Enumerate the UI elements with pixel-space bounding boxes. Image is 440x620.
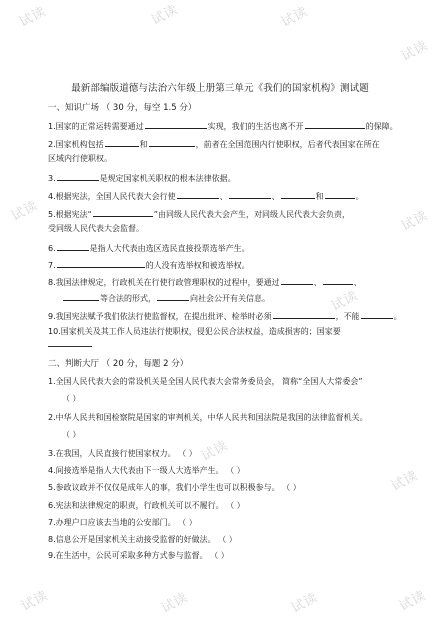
judgement-1: 1.全国人民代表大会的常设机关是全国人民代表大会常务委员会， 简称“全国人大常委会” (48, 377, 363, 386)
judgement-2-parens[interactable]: （ ） (62, 430, 81, 439)
question-7: 7. 的人没有选举权和被选举权。 (48, 258, 250, 271)
watermark: 试读 (399, 38, 431, 65)
document-title: 最新部编版道德与法治六年级上册第三单元《我们的国家机构》测试题 (71, 83, 369, 94)
watermark: 试读 (389, 468, 421, 495)
question-8-continued: 等合法的形式， 向社会公开有关信息。 (62, 291, 270, 304)
question-3: 3. 是规定国家机关职权的根本法律依据。 (48, 171, 236, 184)
question-4: 4.根据宪法，全国人民代表大会行使 、 、 和 。 (48, 189, 364, 202)
answer-blank[interactable] (281, 275, 313, 285)
judgement-3: 3.在我国，人民直接行使国家权力。 （ ） (48, 449, 197, 458)
watermark: 试读 (149, 2, 181, 29)
question-9: 9.我国宪法赋予我们依法行使监督权，在提出批评、检举时必须 ，不能 。 (48, 309, 402, 322)
watermark: 试读 (397, 588, 429, 615)
judgement-9: 9.在生活中，公民可采取多种方式参与监督。 （ ） (48, 551, 229, 560)
answer-blank[interactable] (145, 119, 207, 129)
judgement-8: 8.信息公开是国家机关主动接受监督的好做法。 （ ） (48, 535, 237, 544)
watermark: 试读 (289, 590, 321, 617)
judgement-2: 2.中华人民共和国检察院是国家的审判机关，中华人民共和国法院是我国的法律监督机关。 (48, 413, 368, 422)
section-judgement-heading: 二、判断大厅 （ 20 分，每题 2 分） (48, 359, 189, 369)
watermark: 试读 (19, 588, 51, 615)
question-8: 8.我国法律规定，行政机关在行使行政管理职权的过程中，要通过 、 、 (48, 275, 362, 288)
watermark: 试读 (199, 438, 231, 465)
question-2: 2.国家机构包括 和 ，前者在全国范围内行使职权，后者代表国家在所在 (48, 137, 380, 150)
answer-blank[interactable] (57, 241, 89, 251)
watermark: 试读 (279, 4, 311, 31)
answer-blank[interactable] (361, 309, 393, 319)
watermark: 试读 (329, 288, 361, 315)
question-6: 6. 是指人大代表由选区选民直接投票选举产生。 (48, 241, 250, 254)
answer-blank[interactable] (273, 309, 335, 319)
judgement-6: 6.宪法和法律规定的职责，行政机关可以不履行。 （ ） (48, 501, 245, 510)
question-1: 1.国家的正常运转需要通过 实现，我们的生活也离不开 的保障。 (48, 119, 398, 132)
judgement-5: 5.参政议政并不仅仅是成年人的事，我们小学生也可以积极参与。 （ ） (48, 483, 301, 492)
answer-blank[interactable] (93, 207, 153, 217)
watermark: 试读 (399, 208, 431, 235)
question-5: 5.根据宪法“ ”由同级人民代表大会产生，对同级人民代表大会负责， (48, 207, 350, 220)
answer-blank[interactable] (177, 189, 219, 199)
answer-blank[interactable] (149, 137, 195, 147)
judgement-1-parens[interactable]: （ ） (62, 394, 81, 403)
answer-blank[interactable] (323, 275, 353, 285)
question-2-continued: 区域内行使职权。 (48, 154, 112, 163)
question-5-continued: 受同级人民代表大会监督。 (48, 224, 144, 233)
watermark: 试读 (159, 590, 191, 617)
question-10: 10.国家机关及其工作人员违法行使职权，侵犯公民合法权益，造成损害的；国家要 (48, 327, 341, 336)
judgement-4: 4.间接选举是指人大代表由下一级人大选举产生。 （ ） (48, 466, 245, 475)
answer-blank[interactable] (57, 258, 145, 268)
answer-blank[interactable] (48, 346, 92, 347)
answer-blank[interactable] (105, 137, 139, 147)
answer-blank[interactable] (157, 291, 189, 301)
answer-blank[interactable] (325, 189, 355, 199)
answer-blank[interactable] (63, 291, 99, 301)
answer-blank[interactable] (57, 171, 99, 181)
answer-blank[interactable] (229, 189, 271, 199)
judgement-7: 7.办理户口应该去当地的公安部门。 （ ） (48, 518, 197, 527)
watermark: 试读 (17, 4, 49, 31)
answer-blank[interactable] (305, 119, 365, 129)
answer-blank[interactable] (281, 189, 315, 199)
section-knowledge-heading: 一、知识广场 （ 30 分，每空 1.5 分） (48, 103, 197, 113)
watermark: 试读 (9, 198, 41, 225)
